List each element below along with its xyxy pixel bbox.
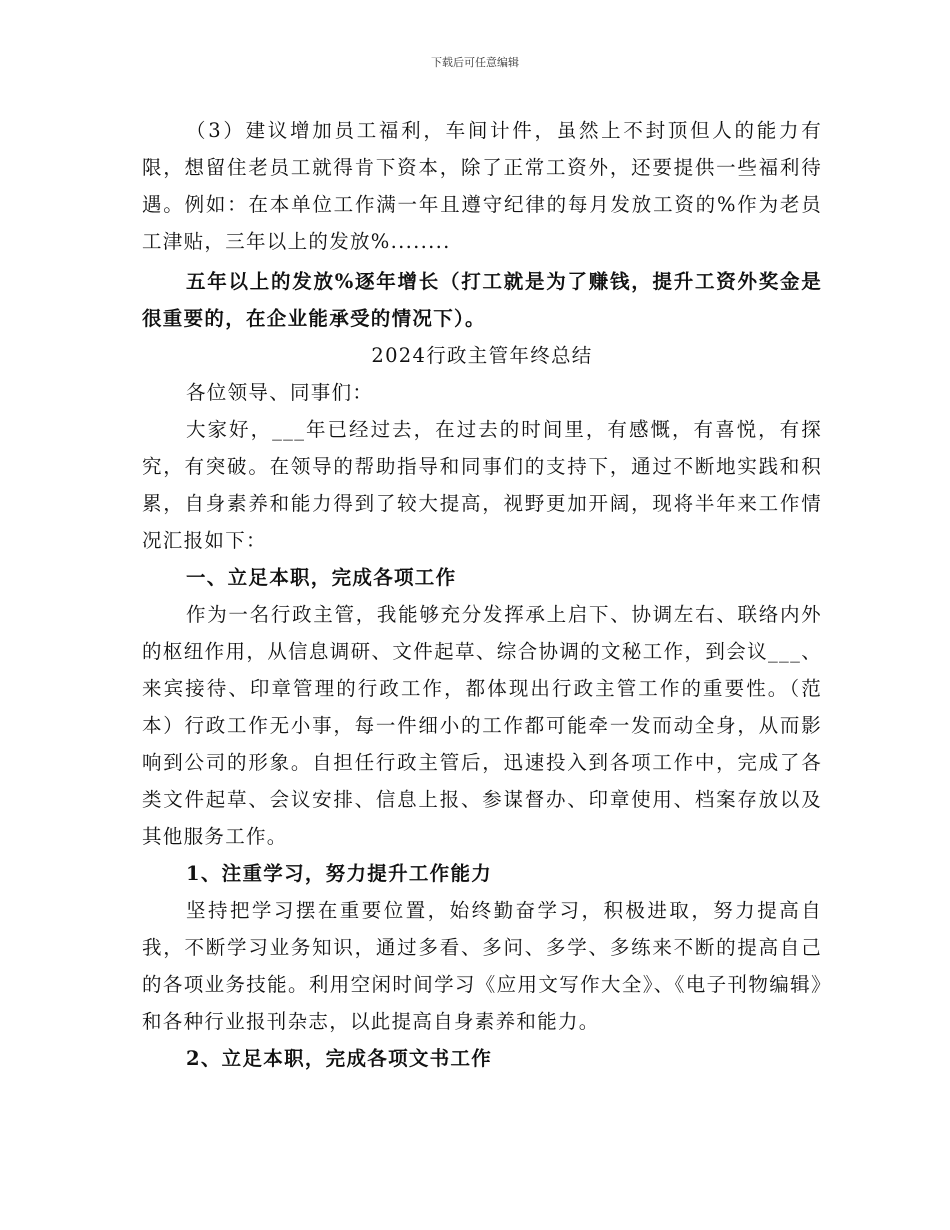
page-header: 下载后可任意编辑 [431, 56, 519, 69]
paragraph-role-description: 作为一名行政主管，我能够充分发挥承上启下、协调左右、联络内外的枢纽作用，从信息调研、文件起草、综合协调的文秘工作，到会议___、来宾接待、印章管理的行政工作，都体现出行政主管工作的重要性。（范本）行政工作无小事，每一件细小的工作都可能牵一发而动全身，从而影响到公司的形象。自担任行政主管后，迅速投入到各项工作中，完成了各类文件起草、会议安排、信息上报、参谋督办、印章使用、档案存放以及其他服务工作。 [142, 603, 822, 848]
paragraph-learning: 坚持把学习摆在重要位置，始终勤奋学习，积极进取，努力提高自我，不断学习业务知识，通过多看、多问、多学、多练来不断的提高自己的各项业务技能。利用空闲时间学习《应用文写作大全》、《电子刊物编辑》和各种行业报刊杂志，以此提高自身素养和能力。 [142, 899, 822, 1033]
document-title: 2024行政主管年终总结 [371, 344, 593, 367]
greeting: 各位领导、同事们： [186, 381, 374, 404]
paragraph-bonus-growth: 五年以上的发放%逐年增长（打工就是为了赚钱，提升工资外奖金是很重要的，在企业能承受的情况下）。 [142, 270, 822, 330]
subsection-heading-2: 2、立足本职，完成各项文书工作 [186, 1047, 493, 1070]
section-heading-1: 一、立足本职，完成各项工作 [186, 566, 457, 589]
document-body [142, 112, 822, 1077]
paragraph-intro: 大家好，___年已经过去，在过去的时间里，有感慨，有喜悦，有探究，有突破。在领导的帮助指导和同事们的支持下，通过不断地实践和积累，自身素养和能力得到了较大提高，视野更加开阔，现将半年来工作情况汇报如下： [142, 418, 822, 552]
subsection-heading-1: 1、注重学习，努力提升工作能力 [186, 862, 493, 885]
paragraph-welfare-suggestion: （3）建议增加员工福利，车间计件，虽然上不封顶但人的能力有限，想留住老员工就得肯下资本，除了正常工资外，还要提供一些福利待遇。例如：在本单位工作满一年且遵守纪律的每月发放工资的%作为老员工津贴，三年以上的发放%........ [142, 119, 822, 253]
